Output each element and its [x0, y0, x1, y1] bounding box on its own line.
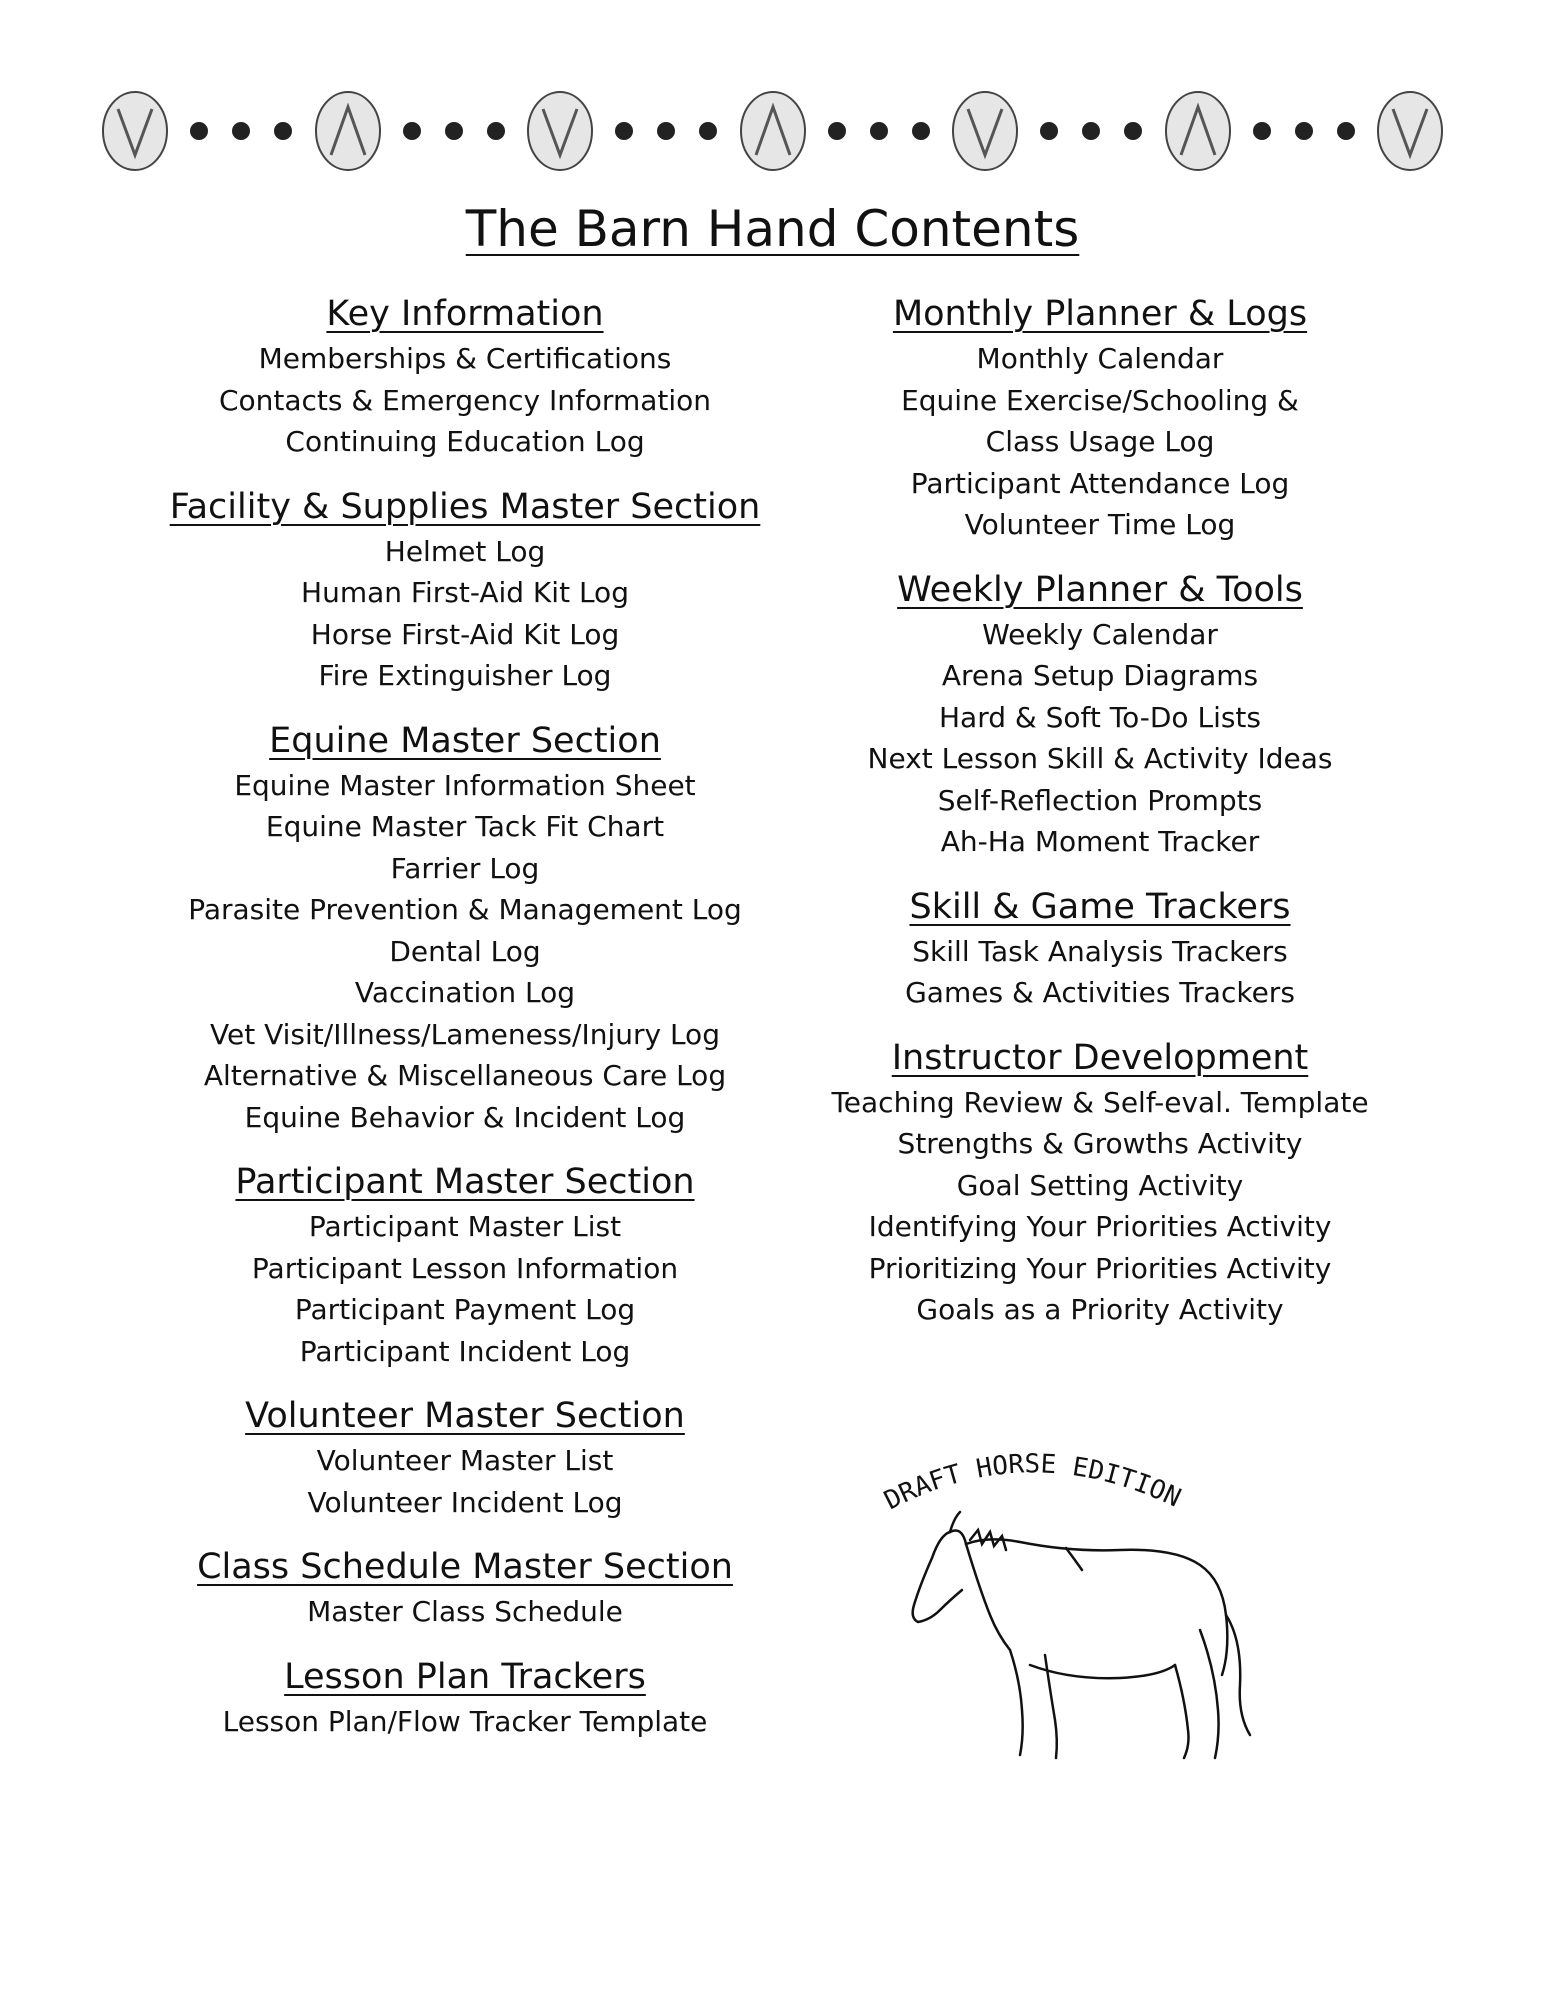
list-item: Goal Setting Activity: [956, 1168, 1244, 1202]
section-items: [800, 931, 1400, 1014]
list-item: Identifying Your Priorities Activity: [868, 1210, 1332, 1243]
section-title: Volunteer Master Section: [245, 1396, 685, 1436]
dot-separator: [615, 122, 717, 140]
section-items: [120, 765, 810, 1139]
section-title: Key Information: [326, 294, 604, 334]
list-item: Volunteer Incident Log: [307, 1485, 623, 1519]
list-item: Monthly Calendar: [976, 342, 1224, 375]
list-item: Participant Master List: [308, 1210, 622, 1243]
list-item: Equine Master Information Sheet: [234, 768, 696, 802]
dot-separator: [1253, 122, 1355, 140]
right-column: [800, 292, 1400, 1331]
list-item: Memberships & Certifications: [258, 342, 672, 375]
list-item: Vet Visit/Illness/Lameness/Injury Log: [210, 1017, 720, 1051]
list-item: Continuing Education Log: [285, 425, 645, 458]
section-items: [120, 1591, 810, 1633]
section-title: Equine Master Section: [269, 720, 661, 761]
section-instructor-development: [800, 1036, 1400, 1331]
section-title: Monthly Planner & Logs: [892, 294, 1308, 334]
section-volunteer-master: [120, 1394, 810, 1523]
section-title: Class Schedule Master Section: [197, 1547, 733, 1587]
list-item: Master Class Schedule: [307, 1595, 623, 1628]
section-items: [120, 1701, 810, 1743]
list-item: Volunteer Master List: [316, 1444, 614, 1477]
hoof-print-icon: [525, 89, 595, 173]
list-item: Teaching Review & Self-eval. Template: [831, 1085, 1369, 1119]
list-item: Prioritizing Your Priorities Activity: [868, 1251, 1332, 1285]
list-item: Parasite Prevention & Management Log: [188, 893, 742, 926]
list-item: Ah-Ha Moment Tracker: [940, 825, 1260, 858]
list-item: Fire Extinguisher Log: [318, 659, 612, 692]
section-items: [800, 338, 1400, 546]
section-title: Participant Master Section: [235, 1162, 695, 1202]
hoof-border: [100, 88, 1445, 174]
list-item: Goals as a Priority Activity: [916, 1293, 1284, 1326]
list-item: Farrier Log: [390, 851, 540, 885]
list-item: Horse First-Aid Kit Log: [310, 617, 620, 651]
list-item: Contacts & Emergency Information: [218, 383, 712, 417]
list-item: Skill Task Analysis Trackers: [912, 934, 1288, 968]
list-item: Class Usage Log: [985, 425, 1215, 458]
section-participant-master: [120, 1160, 810, 1372]
list-item: Participant Attendance Log: [910, 466, 1290, 500]
section-equine-master: [120, 719, 810, 1139]
horse-icon: [913, 1512, 1250, 1758]
section-monthly-planner: [800, 292, 1400, 546]
dot-separator: [190, 122, 292, 140]
list-item: Hard & Soft To-Do Lists: [938, 700, 1261, 734]
list-item: Equine Exercise/Schooling &: [901, 383, 1299, 417]
list-item: Strengths & Growths Activity: [897, 1127, 1303, 1160]
list-item: Lesson Plan/Flow Tracker Template: [222, 1704, 708, 1738]
section-title: Instructor Development: [891, 1037, 1309, 1078]
list-item: Weekly Calendar: [982, 617, 1218, 651]
list-item: Next Lesson Skill & Activity Ideas: [867, 742, 1333, 775]
logo-text-path: DRAFT HORSE EDITION: [879, 1449, 1186, 1517]
section-items: [120, 1440, 810, 1523]
list-item: Games & Activities Trackers: [905, 976, 1295, 1009]
dot-separator: [828, 122, 930, 140]
list-item: Participant Lesson Information: [251, 1251, 679, 1285]
section-skill-game-trackers: [800, 885, 1400, 1014]
section-items: [120, 531, 810, 697]
section-title: Weekly Planner & Tools: [897, 569, 1303, 610]
dot-separator: [1040, 122, 1142, 140]
draft-horse-logo: [870, 1440, 1290, 1780]
list-item: Participant Incident Log: [299, 1334, 631, 1368]
list-item: Volunteer Time Log: [964, 508, 1236, 541]
list-item: Arena Setup Diagrams: [941, 659, 1259, 692]
section-title: Facility & Supplies Master Section: [169, 486, 761, 527]
list-item: Vaccination Log: [354, 976, 576, 1009]
section-lesson-plan-trackers: [120, 1655, 810, 1743]
section-items: [800, 614, 1400, 863]
list-item: Human First-Aid Kit Log: [301, 576, 629, 609]
hoof-print-icon: [950, 89, 1020, 173]
list-item: Equine Behavior & Incident Log: [244, 1100, 686, 1134]
section-facility-supplies: [120, 485, 810, 697]
logo-text: [880, 1449, 1186, 1516]
section-items: [120, 338, 810, 463]
list-item: Equine Master Tack Fit Chart: [265, 810, 665, 843]
list-item: Dental Log: [389, 934, 541, 968]
section-class-schedule: [120, 1545, 810, 1633]
section-items: [800, 1082, 1400, 1331]
hoof-print-icon: [738, 89, 808, 173]
hoof-print-icon: [1163, 89, 1233, 173]
dot-separator: [403, 122, 505, 140]
list-item: Helmet Log: [384, 534, 546, 568]
hoof-print-icon: [313, 89, 383, 173]
hoof-print-icon: [100, 89, 170, 173]
section-weekly-planner: [800, 568, 1400, 863]
list-item: Self-Reflection Prompts: [937, 783, 1263, 817]
list-item: Participant Payment Log: [294, 1293, 636, 1326]
page-title: The Barn Hand Contents: [465, 200, 1080, 258]
section-title: Lesson Plan Trackers: [284, 1656, 646, 1697]
left-column: [120, 292, 810, 1742]
hoof-print-icon: [1375, 89, 1445, 173]
section-key-information: [120, 292, 810, 463]
section-title: Skill & Game Trackers: [909, 886, 1291, 927]
section-items: [120, 1206, 810, 1372]
list-item: Alternative & Miscellaneous Care Log: [203, 1059, 727, 1092]
